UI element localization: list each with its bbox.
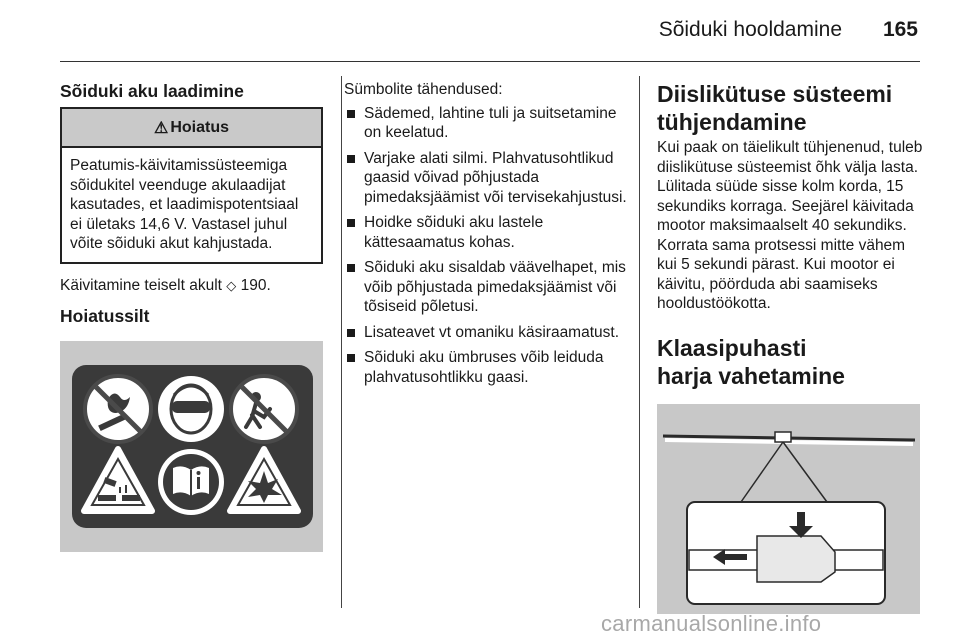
list-item: Sõiduki aku sisaldab väävelhapet, mis võib põhjustada pimedaksjäämist või tõsiseid põletusi. <box>344 258 629 317</box>
section-heading-wiper: Klaasipuhasti harja vahetamine <box>657 334 845 389</box>
read-manual-icon <box>158 449 224 515</box>
section-heading-battery-charging: Sõiduki aku laadimine <box>60 81 244 101</box>
keep-children-away-icon <box>231 376 297 442</box>
warning-triangle-icon: ⚠ <box>153 119 169 137</box>
section-heading-diesel: Diislikütuse süsteemi tühjendamine <box>657 81 893 135</box>
section-heading-warning-label: Hoiatussilt <box>60 306 150 326</box>
warning-title: Hoiatus <box>170 118 229 136</box>
symbols-intro: Sümbolite tähendused: <box>344 81 503 98</box>
watermark: carmanualsonline.info <box>601 611 822 636</box>
list-item: Sädemed, lahtine tuli ja suitsetamine on keelatud. <box>344 104 629 143</box>
symbols-list <box>344 104 629 388</box>
list-item: Hoidke sõiduki aku lastele kättesaamatus kohas. <box>344 213 629 252</box>
column-divider <box>639 76 640 608</box>
jumpstart-paragraph <box>60 276 323 296</box>
page-reference-icon: ◇ <box>226 277 237 293</box>
header-title: Sõiduki hooldamine <box>658 18 842 41</box>
warning-box <box>60 107 323 264</box>
eye-protection-icon <box>158 376 224 442</box>
page-header <box>60 0 920 62</box>
column-1 <box>60 80 323 552</box>
wiper-blade-image <box>657 404 920 614</box>
diesel-paragraph: Kui paak on täielikult tühjenenud, tuleb diislikütuse süsteemist õhk välja lasta. Lülitada süüde sisse kolm korda, 15 sekundiks korraga. Seejärel käivitada mootor maksimaalselt 40 sekundiks. Korrata sama protsessi mitte vähem kui 5 sekundi pärast. Kui mootor ei käivitu, pöörduda abi saamiseks hooldustöökotta. <box>657 139 923 312</box>
list-item: Sõiduki aku ümbruses võib leiduda plahvatusohtlikku gaasi. <box>344 348 629 387</box>
no-fire-icon <box>85 376 151 442</box>
warning-text: Peatumis-käivitamissüsteemiga sõidukitel veenduge akulaadijat kasutades, et laadimispotentsiaal ei ületaks 14,6 V. Vastasel juhul võite sõiduki akut kahjustada. <box>70 157 299 252</box>
warning-header <box>62 109 321 148</box>
list-item: Varjake alati silmi. Plahvatusohtlikud gaasid võivad põhjustada pimedaksjäämist või tervisekahjustusi. <box>344 149 629 208</box>
wiper-blade-illustration <box>657 404 920 614</box>
column-divider <box>341 76 342 608</box>
page-number: 165 <box>882 18 918 41</box>
column-2 <box>344 80 629 393</box>
column-3 <box>657 80 923 614</box>
list-item: Lisateavet vt omaniku käsiraamatust. <box>344 323 629 343</box>
warning-label-image <box>60 341 323 552</box>
warning-label-symbols <box>60 341 323 552</box>
jumpstart-text: Käivitamine teiselt akult <box>60 276 222 294</box>
jumpstart-link[interactable]: 190. <box>240 276 271 294</box>
